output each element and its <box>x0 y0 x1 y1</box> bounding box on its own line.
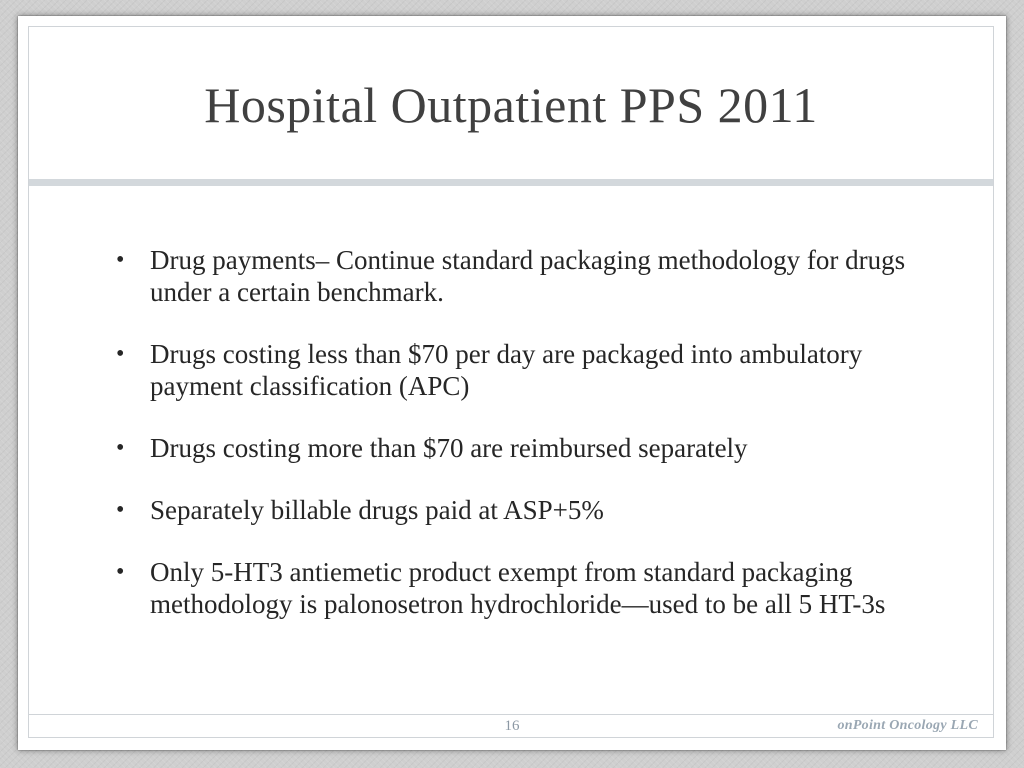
slide-content <box>108 244 908 620</box>
bullet-item <box>108 494 908 526</box>
bullet-icon: • <box>116 559 125 585</box>
bullet-list <box>108 244 908 620</box>
bullet-text: Only 5-HT3 antiemetic product exempt from standard packaging methodology is palonosetron hydrochloride—used to be all 5 HT-3s <box>150 557 886 619</box>
bullet-item <box>108 244 908 308</box>
bullet-text: Separately billable drugs paid at ASP+5% <box>150 495 604 525</box>
slide-title: Hospital Outpatient PPS 2011 <box>204 77 818 133</box>
bullet-item <box>108 432 908 464</box>
bullet-text: Drugs costing less than $70 per day are packaged into ambulatory payment classification (APC) <box>150 339 863 401</box>
title-divider <box>29 179 993 186</box>
footer-divider <box>29 714 993 715</box>
bullet-icon: • <box>116 247 125 273</box>
bullet-item <box>108 556 908 620</box>
page-number: 16 <box>504 718 520 734</box>
bullet-text: Drugs costing more than $70 are reimbursed separately <box>150 433 748 463</box>
slide <box>18 16 1006 750</box>
bullet-icon: • <box>116 497 125 523</box>
footer-brand: onPoint Oncology LLC <box>837 718 978 733</box>
bullet-icon: • <box>116 341 125 367</box>
title-area <box>29 27 993 179</box>
bullet-text: Drug payments– Continue standard packaging methodology for drugs under a certain benchmark. <box>150 245 906 307</box>
bullet-icon: • <box>116 435 125 461</box>
bullet-item <box>108 338 908 402</box>
